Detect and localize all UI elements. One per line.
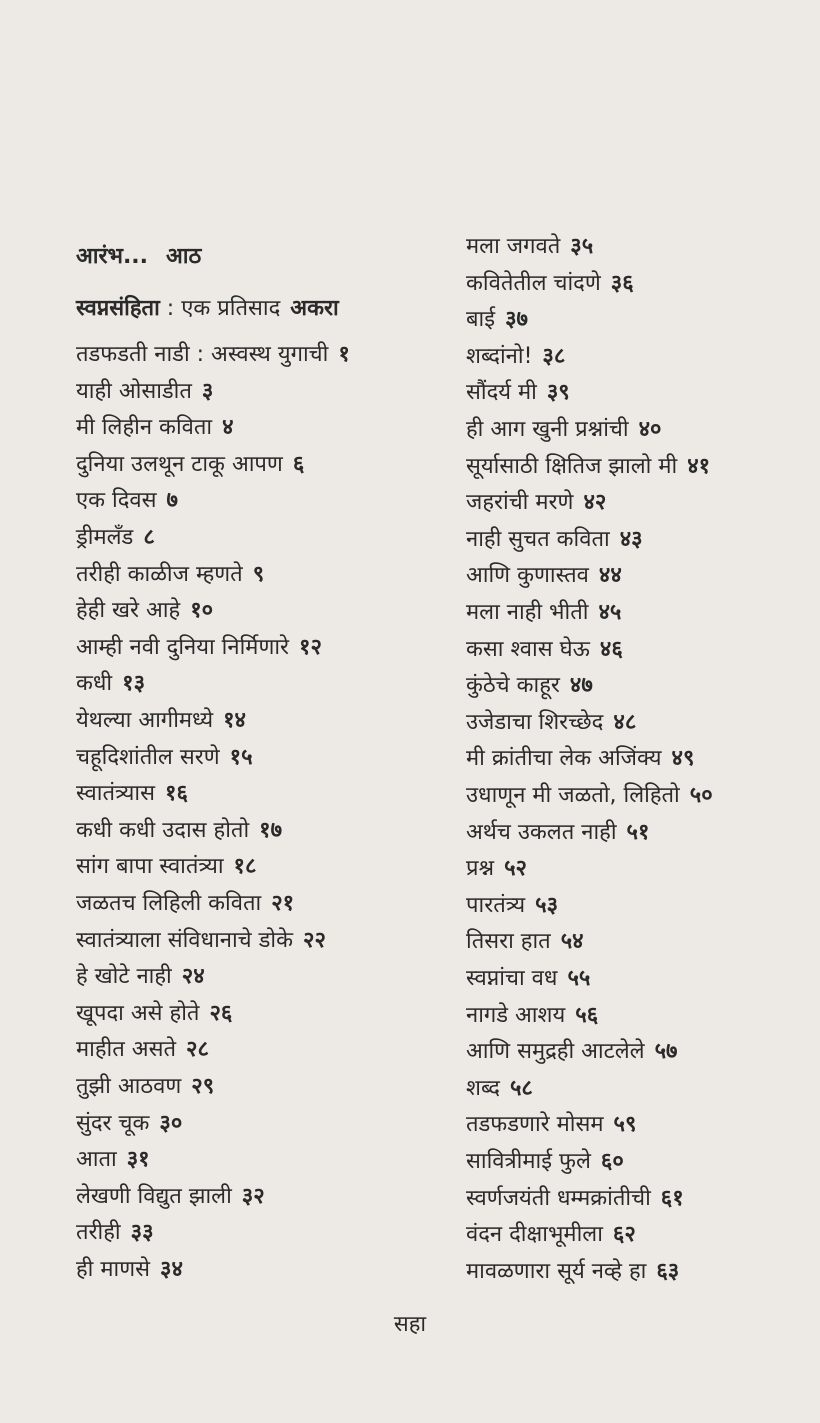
toc-entry-page: ४४	[598, 563, 622, 589]
toc-entry	[466, 415, 661, 445]
toc-entry-page: ५९	[613, 1112, 637, 1138]
toc-entry	[466, 1074, 533, 1104]
toc-entry	[466, 1001, 598, 1031]
toc-entry	[76, 743, 253, 773]
toc-entry-title: स्वातंत्र्याला संविधानाचे डोके	[76, 927, 294, 953]
toc-entry-page: ६२	[612, 1222, 636, 1248]
toc-entry-title: कुंठेचे काहूर	[466, 673, 560, 699]
toc-entry-title: मावळणारा सूर्य नव्हे हा	[466, 1258, 647, 1284]
toc-entry-page: ४८	[613, 709, 637, 735]
toc-entry-title: स्वर्णजयंती धम्मक्रांतीची	[466, 1185, 651, 1211]
toc-entry-title: आम्ही नवी दुनिया निर्मिणारे	[76, 634, 290, 660]
toc-entry-page: ५७	[654, 1039, 678, 1065]
toc-entry	[76, 889, 294, 919]
toc-entry-page: २८	[186, 1037, 209, 1063]
toc-entry	[466, 305, 528, 335]
toc-entry	[76, 450, 304, 480]
toc-entry-title-bold: स्वप्नसंहिता	[76, 296, 160, 321]
toc-entry-title: दुनिया उलथून टाकू आपण	[76, 451, 283, 477]
toc-entry-page: ४६	[599, 636, 623, 662]
toc-entry-title: मला जगवते	[466, 234, 561, 259]
toc-entry	[76, 413, 234, 443]
toc-entry-page: आठ	[166, 244, 202, 269]
toc-entry-page: ३७	[505, 307, 528, 333]
toc-entry-title-rest: : एक प्रतिसाद	[159, 296, 281, 321]
toc-entry-title: आता	[76, 1147, 117, 1173]
toc-entry	[466, 635, 623, 665]
toc-entry	[466, 671, 593, 701]
toc-entry-page: १५	[229, 744, 253, 770]
toc-entry-page: ५२	[504, 856, 527, 882]
toc-entry-page: २६	[209, 1000, 233, 1026]
toc-entry-title: तडफडणारे मोसम	[466, 1112, 604, 1138]
toc-entry-page: अकरा	[290, 296, 339, 321]
toc-entry-title: आरंभ...	[76, 244, 149, 269]
toc-entry-page: ३९	[546, 380, 570, 406]
toc-entry-title: सौंदर्य मी	[466, 380, 537, 406]
toc-entry-page: ४७	[569, 673, 593, 699]
toc-entry	[76, 999, 232, 1029]
toc-entry	[466, 342, 565, 372]
toc-entry-page: १४	[223, 708, 246, 733]
toc-entry	[466, 1220, 636, 1250]
toc-entry-page: ५१	[626, 819, 650, 845]
toc-entry	[76, 633, 322, 663]
toc-entry-page: ३३	[130, 1220, 154, 1246]
toc-entry-title: वंदन दीक्षाभूमीला	[466, 1222, 603, 1248]
toc-entry	[76, 340, 350, 370]
toc-entry	[76, 962, 205, 992]
toc-entry-title: ही आग खुनी प्रश्नांची	[466, 417, 629, 442]
toc-entry-page: २१	[271, 891, 295, 916]
toc-entry	[466, 854, 527, 884]
toc-entry-page: ५६	[575, 1002, 599, 1028]
toc-entry-title: तरीही काळीज म्हणते	[76, 561, 243, 587]
toc-entry-title: तिसरा हात	[466, 929, 551, 955]
toc-entry	[466, 1257, 679, 1287]
toc-entry-page: ५८	[509, 1075, 533, 1101]
toc-entry-title: जहरांची मरणे	[466, 490, 574, 516]
toc-entry-page: २२	[303, 927, 326, 953]
toc-entry-page: ३०	[159, 1110, 183, 1136]
toc-entry-page: ४५	[598, 600, 622, 625]
toc-entry	[76, 1035, 209, 1065]
toc-entry-page: ८	[143, 525, 155, 550]
toc-entry	[466, 378, 570, 408]
toc-entry-title: मला नाही भीती	[466, 600, 589, 625]
toc-entry-title: एक दिवस	[76, 488, 157, 514]
toc-entry-page: ६१	[660, 1185, 684, 1211]
toc-entry	[76, 669, 145, 699]
toc-entry-page: १०	[190, 598, 214, 624]
toc-entry-title: सूर्यासाठी क्षितिज झालो मी	[466, 453, 678, 479]
toc-entry-page: ५३	[535, 892, 559, 918]
toc-entry-page: ३८	[542, 343, 566, 369]
toc-entry	[466, 1037, 677, 1067]
toc-entry-page: १६	[165, 781, 188, 807]
toc-entry-page: ३१	[126, 1147, 150, 1173]
toc-entry	[76, 852, 256, 882]
toc-entry	[466, 891, 558, 921]
toc-entry-page: २४	[181, 964, 205, 990]
toc-entry-page: ३	[201, 378, 214, 404]
toc-entry	[466, 781, 713, 811]
toc-entry	[76, 1072, 214, 1102]
toc-entry	[76, 377, 213, 407]
toc-entry-title: उजेडाचा शिरच्छेद	[466, 709, 604, 735]
toc-entry	[76, 1255, 183, 1285]
toc-entry-title: येथल्या आगीमध्ये	[76, 708, 214, 733]
toc-entry-title: कवितेतील चांदणे	[466, 270, 601, 296]
toc-entry-title: कधी कधी उदास होतो	[76, 817, 250, 843]
toc-entry	[76, 560, 264, 590]
toc-entry-page: ४१	[687, 453, 711, 479]
toc-entry	[466, 1147, 624, 1177]
toc-entry-page: ३५	[570, 234, 594, 259]
toc-entry-title: सावित्रीमाई फुले	[466, 1149, 591, 1174]
toc-entry	[466, 818, 649, 848]
toc-entry-title: माहीत असते	[76, 1037, 176, 1063]
toc-entry-page: ४३	[619, 526, 643, 552]
toc-entry-title: तुझी आठवण	[76, 1074, 182, 1099]
toc-entry	[76, 706, 246, 736]
toc-entry-title: सुंदर चूक	[76, 1110, 150, 1136]
toc-entry-title: नाही सुचत कविता	[466, 526, 610, 552]
toc-entry	[466, 598, 621, 628]
toc-entry-title: लेखणी विद्युत झाली	[76, 1183, 232, 1209]
toc-entry-title: तरीही	[76, 1220, 121, 1246]
toc-entry-title: नागडे आशय	[466, 1002, 566, 1028]
toc-entry	[466, 708, 636, 738]
toc-entry-page: ५५	[567, 966, 591, 991]
toc-entry-title: खूपदा असे होते	[76, 1000, 200, 1026]
toc-entry-page: ६३	[656, 1258, 680, 1284]
toc-entry	[76, 1218, 154, 1248]
toc-entry	[76, 1182, 265, 1212]
toc-entry-page: १२	[299, 634, 322, 660]
toc-entry-page: ३२	[241, 1183, 265, 1209]
toc-entry	[76, 523, 155, 553]
toc-entry-title: जळतच लिहिली कविता	[76, 891, 262, 916]
toc-entry	[76, 596, 213, 626]
toc-entry-title: अर्थच उकलत नाही	[466, 819, 617, 845]
toc-entry-arambh	[76, 242, 201, 272]
toc-entry-page: ५४	[560, 929, 584, 955]
page-number-footer: सहा	[393, 1312, 427, 1337]
toc-entry-page: १८	[233, 854, 257, 880]
toc-entry	[466, 269, 634, 299]
toc-entry-title: शब्द	[466, 1075, 500, 1101]
toc-entry	[466, 561, 622, 591]
toc-entry-title: सांग बापा स्वातंत्र्या	[76, 854, 224, 880]
toc-entry-title: स्वातंत्र्यास	[76, 781, 156, 807]
toc-entry-title: पारतंत्र्य	[466, 892, 526, 918]
toc-entry	[466, 744, 694, 774]
toc-entry	[466, 488, 606, 518]
toc-entry-title: मी क्रांतीचा लेक अजिंक्य	[466, 746, 662, 772]
toc-entry	[76, 1145, 150, 1175]
toc-entry	[76, 1109, 182, 1139]
toc-entry-page: ६०	[600, 1149, 624, 1174]
toc-entry-title: उधाणून मी जळतो, लिहितो	[466, 783, 680, 808]
toc-entry-title: शब्दांनो!	[466, 343, 533, 369]
toc-entry-page: ६	[292, 451, 305, 477]
toc-entry-title: ही माणसे	[76, 1257, 151, 1282]
toc-entry-title: हेही खरे आहे	[76, 598, 181, 624]
toc-entry	[76, 816, 282, 846]
toc-entry-title	[76, 296, 280, 321]
toc-entry-page: १७	[259, 817, 283, 843]
toc-entry-page: २९	[191, 1074, 215, 1099]
toc-entry-title: कसा श्वास घेऊ	[466, 636, 590, 662]
toc-entry-title: बाई	[466, 307, 496, 333]
toc-entry-page: १	[338, 342, 350, 367]
toc-entry-title: मी लिहीन कविता	[76, 415, 213, 441]
toc-entry-page: १३	[122, 671, 146, 697]
toc-entry	[76, 486, 178, 516]
toc-entry	[466, 964, 590, 994]
toc-entry	[466, 232, 593, 262]
toc-entry-title: प्रश्न	[466, 856, 495, 882]
toc-entry-title: तडफडती नाडी : अस्वस्थ युगाची	[76, 342, 329, 367]
toc-entry-title: याही ओसाडीत	[76, 378, 192, 404]
toc-entry-swapnasamhita	[76, 294, 339, 324]
toc-entry-title: आणि कुणास्तव	[466, 563, 589, 589]
toc-entry-title: हे खोटे नाही	[76, 964, 172, 990]
toc-entry	[466, 927, 584, 957]
toc-entry-page: ४२	[583, 490, 607, 516]
toc-entry-page: ९	[252, 561, 265, 587]
toc-entry-page: ४	[222, 415, 234, 441]
toc-entry	[466, 1184, 684, 1214]
toc-entry-page: ४०	[638, 417, 662, 442]
toc-entry	[466, 452, 710, 482]
toc-entry-page: ५०	[689, 783, 713, 808]
toc-entry-title: चहूदिशांतील सरणे	[76, 744, 220, 770]
toc-entry-page: ७	[166, 488, 178, 514]
toc-entry-page: ३४	[160, 1257, 183, 1282]
toc-entry-page: ४९	[671, 746, 695, 772]
toc-entry-title: स्वप्नांचा वध	[466, 966, 558, 991]
toc-entry	[76, 779, 188, 809]
toc-entry-title: ड्रीमलँड	[76, 525, 134, 550]
toc-entry-page: ३६	[610, 270, 634, 296]
toc-entry	[466, 525, 643, 555]
toc-entry	[466, 1110, 636, 1140]
toc-entry-title: आणि समुद्रही आटलेले	[466, 1039, 645, 1065]
toc-entry-title: कधी	[76, 671, 113, 697]
toc-entry	[76, 926, 326, 956]
